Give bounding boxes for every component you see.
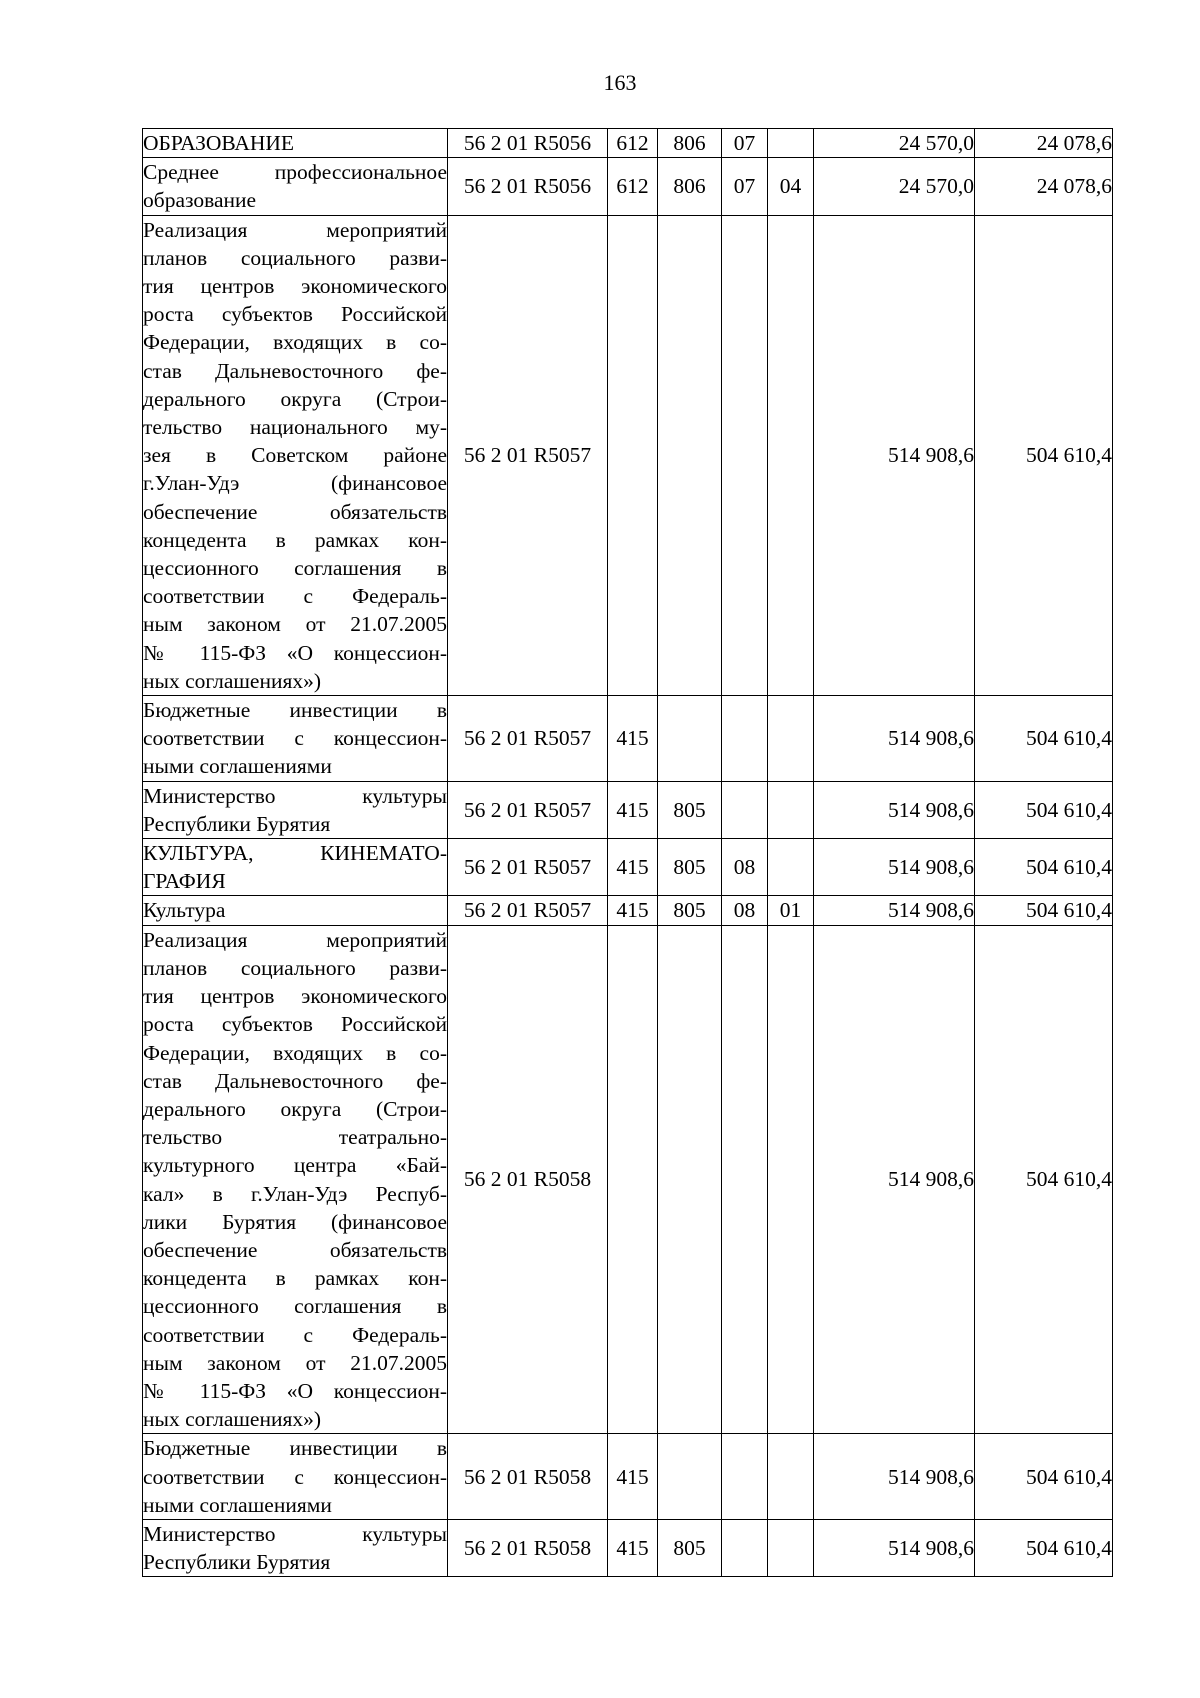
line-item-name-line: ных соглашениях») <box>143 668 322 693</box>
line-item-name-line: роста субъектов Российской <box>143 1012 447 1037</box>
line-item-name-cell <box>143 1434 448 1520</box>
amount-year1-cell: 514 908,6 <box>814 781 975 838</box>
table-row <box>143 129 1113 158</box>
table-row <box>143 215 1113 695</box>
line-item-name-line: Реализация мероприятий <box>143 217 447 242</box>
line-item-name-line: концедента в рамках кон- <box>143 1266 447 1291</box>
line-item-name-line: кал» в г.Улан-Удэ Респуб- <box>143 1181 447 1206</box>
line-item-name-line: став Дальневосточного фе- <box>143 1068 447 1093</box>
ministry-code-cell: 806 <box>658 129 722 158</box>
ministry-code-cell: 806 <box>658 158 722 215</box>
line-item-name-line: обеспечение обязательств <box>143 1237 447 1262</box>
subsection-cell: 04 <box>768 158 814 215</box>
ministry-code-cell: 805 <box>658 781 722 838</box>
expense-type-cell: 612 <box>608 129 658 158</box>
line-item-name-line: образование <box>143 188 257 213</box>
amount-year1-cell: 514 908,6 <box>814 1519 975 1576</box>
line-item-name-line: соответствии с Федераль- <box>143 1322 447 1347</box>
line-item-name-line: тельство национального му- <box>143 415 447 440</box>
line-item-name-line: лики Бурятия (финансовое <box>143 1209 447 1234</box>
line-item-name-line: Федерации, входящих в со- <box>143 330 447 355</box>
line-item-name-line: г.Улан-Удэ (финансовое <box>143 471 447 496</box>
section-cell <box>722 1519 768 1576</box>
line-item-name-line: соответствии с концессион- <box>143 726 447 751</box>
budget-code-cell: 56 2 01 R5057 <box>448 696 608 782</box>
subsection-cell <box>768 696 814 782</box>
line-item-name-line: Министерство культуры <box>143 1521 447 1546</box>
line-item-name-cell <box>143 215 448 695</box>
page-number: 163 <box>603 70 637 95</box>
subsection-cell <box>768 215 814 695</box>
amount-year2-cell: 504 610,4 <box>975 1519 1113 1576</box>
line-item-name-line: Среднее профессиональное <box>143 160 447 185</box>
line-item-name-line: тия центров экономического <box>143 984 447 1009</box>
line-item-name-line: цессионного соглашения в <box>143 1294 447 1319</box>
line-item-name-line: ГРАФИЯ <box>143 869 226 894</box>
table-row <box>143 1434 1113 1520</box>
line-item-name-line: роста субъектов Российской <box>143 302 447 327</box>
budget-code-cell: 56 2 01 R5058 <box>448 1434 608 1520</box>
line-item-name-line: № 115-ФЗ «О концессион- <box>143 640 447 665</box>
ministry-code-cell <box>658 925 722 1434</box>
line-item-name-line: Федерации, входящих в со- <box>143 1040 447 1065</box>
line-item-name-line: став Дальневосточного фе- <box>143 358 447 383</box>
amount-year2-cell: 24 078,6 <box>975 129 1113 158</box>
line-item-name-cell <box>143 1519 448 1576</box>
line-item-name-cell <box>143 158 448 215</box>
expense-type-cell: 415 <box>608 839 658 896</box>
amount-year1-cell: 514 908,6 <box>814 696 975 782</box>
subsection-cell <box>768 925 814 1434</box>
amount-year1-cell: 514 908,6 <box>814 896 975 925</box>
line-item-name-line: ными соглашениями <box>143 754 332 779</box>
amount-year2-cell: 504 610,4 <box>975 696 1113 782</box>
table-row <box>143 896 1113 925</box>
subsection-cell <box>768 1519 814 1576</box>
ministry-code-cell <box>658 696 722 782</box>
expense-type-cell <box>608 215 658 695</box>
line-item-name-line: планов социального разви- <box>143 245 447 270</box>
line-item-name-cell <box>143 839 448 896</box>
line-item-name-line: Республики Бурятия <box>143 811 331 836</box>
section-cell <box>722 925 768 1434</box>
line-item-name-line: соответствии с концессион- <box>143 1464 447 1489</box>
line-item-name-line: КУЛЬТУРА, КИНЕМАТО- <box>143 841 447 866</box>
expense-type-cell: 415 <box>608 781 658 838</box>
amount-year2-cell: 504 610,4 <box>975 781 1113 838</box>
subsection-cell <box>768 781 814 838</box>
subsection-cell <box>768 839 814 896</box>
line-item-name-line: тия центров экономического <box>143 274 447 299</box>
ministry-code-cell <box>658 215 722 695</box>
line-item-name-line: цессионного соглашения в <box>143 556 447 581</box>
section-cell: 07 <box>722 158 768 215</box>
section-cell: 08 <box>722 896 768 925</box>
line-item-name-cell <box>143 696 448 782</box>
subsection-cell <box>768 129 814 158</box>
line-item-name-line: ным законом от 21.07.2005 <box>143 1350 447 1375</box>
line-item-name-line: Министерство культуры <box>143 783 447 808</box>
line-item-name-line: ными соглашениями <box>143 1492 332 1517</box>
amount-year1-cell: 24 570,0 <box>814 158 975 215</box>
line-item-name-line: планов социального разви- <box>143 955 447 980</box>
ministry-code-cell <box>658 1434 722 1520</box>
table-row <box>143 839 1113 896</box>
ministry-code-cell: 805 <box>658 896 722 925</box>
budget-table <box>142 128 1113 1577</box>
budget-code-cell: 56 2 01 R5056 <box>448 129 608 158</box>
line-item-name-line: № 115-ФЗ «О концессион- <box>143 1378 447 1403</box>
line-item-name-line: дерального округа (Строи- <box>143 386 447 411</box>
line-item-name-line: Бюджетные инвестиции в <box>143 1436 447 1461</box>
budget-code-cell: 56 2 01 R5058 <box>448 925 608 1434</box>
line-item-name-line: концедента в рамках кон- <box>143 527 447 552</box>
expense-type-cell: 415 <box>608 1519 658 1576</box>
table-row <box>143 158 1113 215</box>
line-item-name-line: Бюджетные инвестиции в <box>143 698 447 723</box>
line-item-name-line: ОБРАЗОВАНИЕ <box>143 131 295 155</box>
amount-year2-cell: 504 610,4 <box>975 896 1113 925</box>
subsection-cell: 01 <box>768 896 814 925</box>
line-item-name-line: тельство театрально- <box>143 1125 447 1150</box>
amount-year1-cell: 514 908,6 <box>814 925 975 1434</box>
table-row <box>143 696 1113 782</box>
budget-code-cell: 56 2 01 R5057 <box>448 896 608 925</box>
line-item-name-line: зея в Советском районе <box>143 443 447 468</box>
section-cell: 08 <box>722 839 768 896</box>
subsection-cell <box>768 1434 814 1520</box>
amount-year2-cell: 24 078,6 <box>975 158 1113 215</box>
line-item-name-line: дерального округа (Строи- <box>143 1096 447 1121</box>
line-item-name-line: Реализация мероприятий <box>143 927 447 952</box>
section-cell <box>722 1434 768 1520</box>
expense-type-cell: 415 <box>608 1434 658 1520</box>
line-item-name-cell <box>143 129 448 158</box>
line-item-name-line: соответствии с Федераль- <box>143 584 447 609</box>
line-item-name-cell <box>143 781 448 838</box>
line-item-name-line: ных соглашениях») <box>143 1407 322 1432</box>
line-item-name-line: обеспечение обязательств <box>143 499 447 524</box>
budget-code-cell: 56 2 01 R5057 <box>448 781 608 838</box>
line-item-name-line: Республики Бурятия <box>143 1550 331 1575</box>
expense-type-cell <box>608 925 658 1434</box>
amount-year1-cell: 514 908,6 <box>814 215 975 695</box>
expense-type-cell: 415 <box>608 696 658 782</box>
table-row <box>143 925 1113 1434</box>
section-cell <box>722 781 768 838</box>
line-item-name-cell <box>143 896 448 925</box>
amount-year1-cell: 514 908,6 <box>814 839 975 896</box>
line-item-name-line: культурного центра «Бай- <box>143 1153 447 1178</box>
section-cell <box>722 215 768 695</box>
table-row <box>143 1519 1113 1576</box>
amount-year2-cell: 504 610,4 <box>975 925 1113 1434</box>
ministry-code-cell: 805 <box>658 839 722 896</box>
amount-year1-cell: 24 570,0 <box>814 129 975 158</box>
amount-year2-cell: 504 610,4 <box>975 1434 1113 1520</box>
table-row <box>143 781 1113 838</box>
budget-code-cell: 56 2 01 R5056 <box>448 158 608 215</box>
ministry-code-cell: 805 <box>658 1519 722 1576</box>
amount-year2-cell: 504 610,4 <box>975 839 1113 896</box>
budget-code-cell: 56 2 01 R5058 <box>448 1519 608 1576</box>
expense-type-cell: 415 <box>608 896 658 925</box>
line-item-name-cell <box>143 925 448 1434</box>
amount-year1-cell: 514 908,6 <box>814 1434 975 1520</box>
line-item-name-line: Культура <box>143 898 226 923</box>
line-item-name-line: ным законом от 21.07.2005 <box>143 612 447 637</box>
expense-type-cell: 612 <box>608 158 658 215</box>
section-cell: 07 <box>722 129 768 158</box>
budget-code-cell: 56 2 01 R5057 <box>448 215 608 695</box>
section-cell <box>722 696 768 782</box>
amount-year2-cell: 504 610,4 <box>975 215 1113 695</box>
budget-code-cell: 56 2 01 R5057 <box>448 839 608 896</box>
